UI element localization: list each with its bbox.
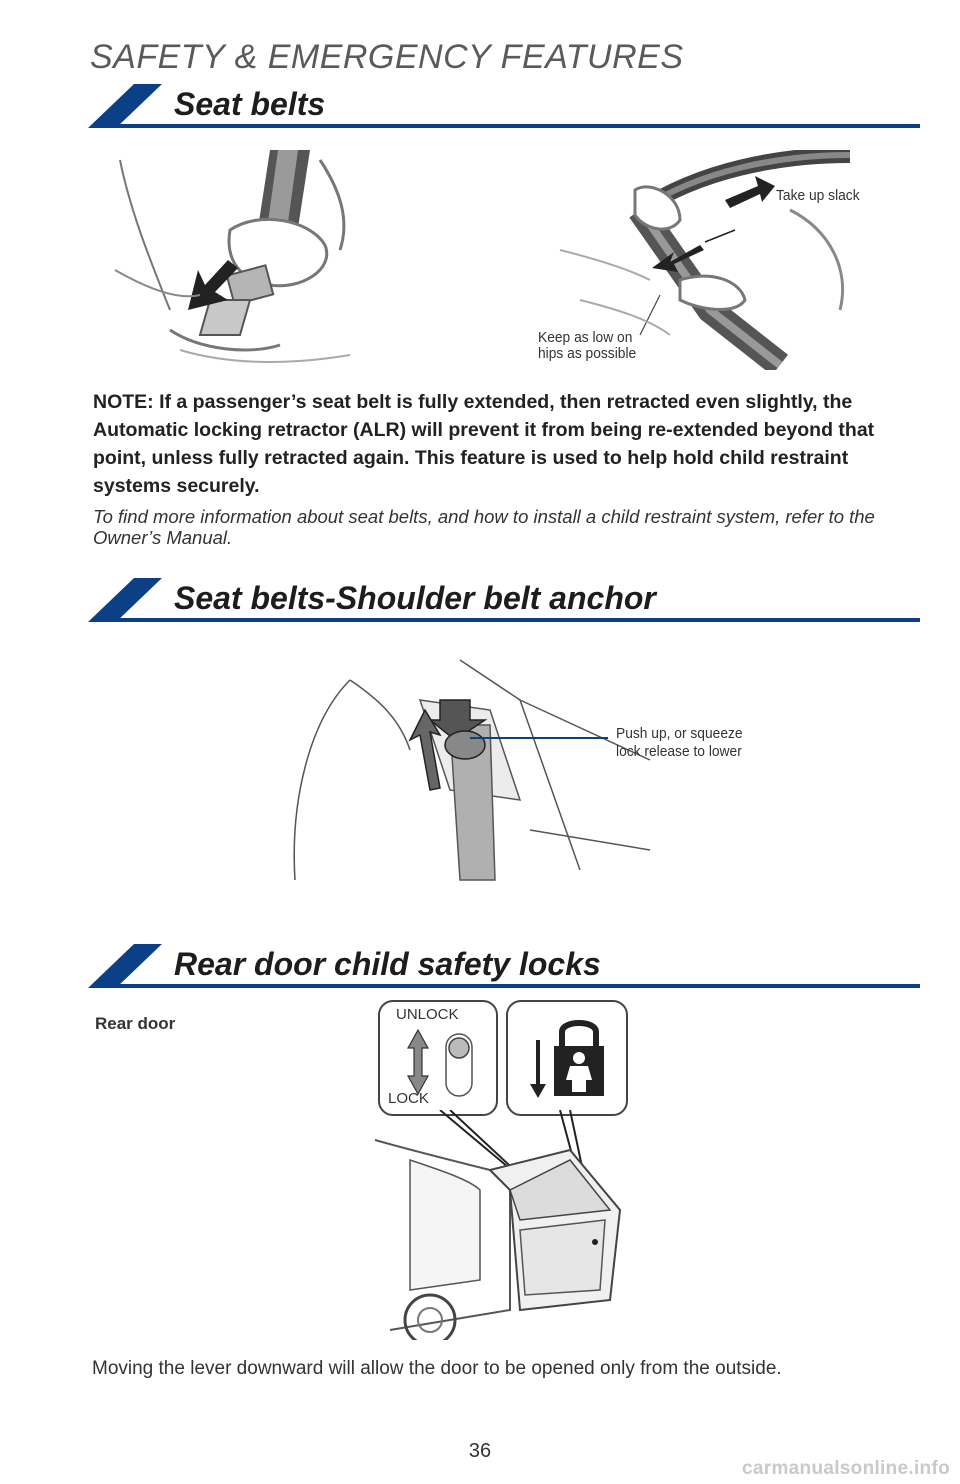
callout-take-up-slack: Take up slack (776, 187, 860, 204)
unlock-label: UNLOCK (396, 1006, 459, 1023)
section-title: Seat belts (174, 86, 326, 122)
page-number: 36 (468, 1440, 492, 1462)
buckle-belt-illustration (110, 150, 360, 370)
section-title: Seat belts-Shoulder belt anchor (174, 580, 656, 616)
section-header-shoulder-anchor (88, 578, 920, 622)
shoulder-anchor-illustration (290, 640, 660, 890)
child-lock-description: Moving the lever downward will allow the door to be opened only from the outside. (92, 1358, 782, 1379)
callout-keep-low-line-2: hips as possible (538, 345, 637, 362)
watermark: carmanualsonline.info (742, 1458, 950, 1479)
section-header-child-locks (88, 944, 920, 988)
chapter-title: SAFETY & EMERGENCY FEATURES (90, 38, 684, 76)
child-lock-symbol-inset (506, 1000, 628, 1116)
alr-note: NOTE: If a passenger’s seat belt is fully extended, then retracted even slightly, the Automatic locking retractor (ALR) will prevent it from being re-extended beyond that point, unless fully retracted again. This feature is used to help hold child restraint systems securely. (93, 391, 875, 497)
rear-door-label: Rear door (95, 1014, 176, 1033)
lock-label: LOCK (388, 1090, 429, 1107)
section-header-seat-belts (88, 84, 920, 128)
callout-keep-low-line-1: Keep as low on (538, 329, 633, 346)
section-title: Rear door child safety locks (174, 946, 601, 982)
callout-push-up-line-2: lock release to lower (616, 743, 742, 760)
callout-push-up-line-1: Push up, or squeeze (616, 725, 743, 742)
rear-door-car-illustration (370, 1110, 640, 1340)
owners-manual-reference: To find more information about seat belts, and how to install a child restraint system, refer to the Owner’s Manual. (93, 506, 875, 548)
